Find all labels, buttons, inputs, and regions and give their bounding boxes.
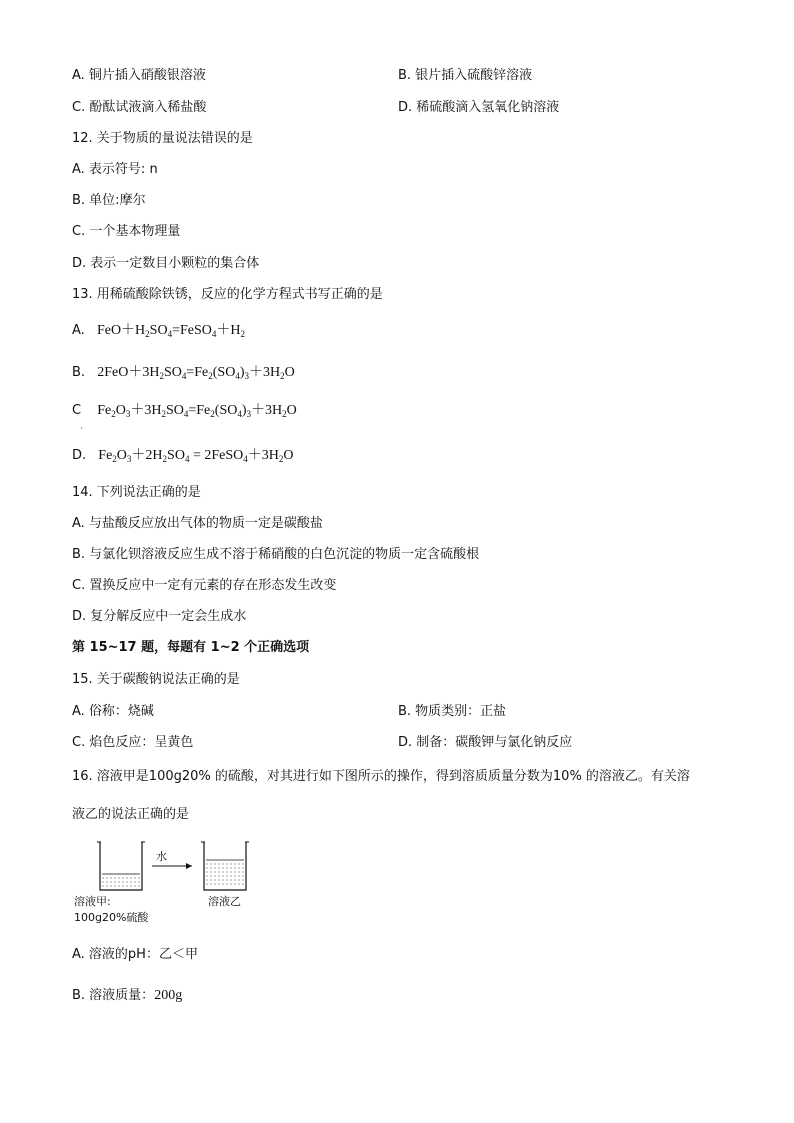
q12-stem: 12. 关于物质的量说法错误的是 (72, 131, 253, 146)
q13-equation-c (97, 403, 297, 418)
eq-subscript: 2 (161, 409, 166, 419)
eq-text: SO (167, 448, 185, 463)
q14-option-a: A. 与盐酸反应放出气体的物质一定是碳酸盐 (72, 516, 323, 531)
eq-subscript: 2 (111, 409, 116, 419)
q14-option-b: B. 与氯化钡溶液反应生成不溶于稀硝酸的白色沉淀的物质一定含硫酸根 (72, 547, 480, 562)
arrow-label: 水 (156, 850, 167, 863)
eq-text: O (283, 448, 294, 463)
eq-text: =FeSO (172, 323, 212, 338)
eq-subscript: 3 (125, 409, 131, 419)
eq-subscript: 4 (184, 454, 190, 464)
eq-subscript: 4 (237, 409, 242, 419)
q12-option-b: B. 单位:摩尔 (72, 193, 146, 208)
eq-subscript: 2 (208, 371, 213, 381)
q16-option-a: A. 溶液的pH：乙＜甲 (72, 947, 198, 962)
q12-option-a: A. 表示符号: n (72, 162, 158, 177)
q11-option-c: C. 酚酞试液滴入稀盐酸 (72, 100, 207, 115)
stray-dot: · (80, 424, 83, 433)
q13-option-b (72, 364, 295, 385)
eq-text: ＋2H (131, 448, 163, 463)
section-heading: 第 15~17 题，每题有 1~2 个正确选项 (72, 640, 310, 655)
eq-text: ＋3H (130, 403, 162, 418)
beaker-left-icon (97, 842, 145, 890)
eq-text: =Fe (186, 365, 209, 380)
eq-text: O (115, 403, 126, 418)
eq-text: SO (165, 403, 184, 418)
q12-option-c: C. 一个基本物理量 (72, 224, 181, 239)
q15-option-b: B. 物质类别：正盐 (398, 704, 507, 719)
eq-subscript: 2 (282, 409, 287, 419)
q13-equation-b (97, 365, 295, 380)
eq-subscript: 3 (126, 454, 132, 464)
eq-subscript: 4 (235, 371, 240, 381)
q13-stem: 13. 用稀硫酸除铁锈，反应的化学方程式书写正确的是 (72, 287, 383, 302)
q14-stem: 14. 下列说法正确的是 (72, 485, 201, 500)
q12-option-d: D. 表示一定数目小颗粒的集合体 (72, 256, 260, 271)
eq-text: (SO (214, 403, 238, 418)
eq-text: Fe (98, 448, 113, 463)
q16-option-b-value: 200g (154, 988, 183, 1003)
eq-text: O (286, 403, 297, 418)
q15-option-a: A. 俗称：烧碱 (72, 704, 154, 719)
eq-text: ) (239, 365, 245, 380)
q16-option-b (72, 987, 182, 1005)
q15-option-d: D. 制备：碳酸钾与氯化钠反应 (398, 735, 573, 750)
q15-option-c: C. 焰色反应：呈黄色 (72, 735, 194, 750)
q13-label-a: A. (72, 323, 85, 338)
eq-subscript: 2 (112, 454, 117, 464)
eq-subscript: 4 (211, 329, 217, 339)
beaker-right-icon (201, 842, 249, 890)
figure-right-label: 溶液乙 (208, 895, 241, 908)
eq-text: FeO＋H (96, 323, 146, 338)
eq-text: SO (163, 365, 182, 380)
q13-label-d: D. (72, 448, 87, 463)
eq-text: ＋3H (248, 365, 281, 380)
eq-text: 2FeO＋3H (97, 365, 160, 380)
q13-label-b: B. (72, 365, 86, 380)
figure-left-label-2: 100g20%硫酸 (74, 911, 149, 924)
figure-left-label-1: 溶液甲: (74, 895, 111, 908)
q16-option-b-prefix: B. 溶液质量： (72, 988, 155, 1003)
q13-equation-a (97, 323, 245, 338)
q16-stem-line1: 16. 溶液甲是100g20% 的硫酸，对其进行如下图所示的操作，得到溶质质量分数为10% 的溶液乙。有关溶 (72, 769, 690, 784)
eq-subscript: 4 (243, 454, 248, 464)
eq-text: = 2FeSO (189, 448, 244, 463)
beaker-diagram (96, 838, 256, 898)
eq-subscript: 3 (246, 409, 252, 419)
q13-option-c (72, 402, 297, 423)
q11-option-b: B. 银片插入硫酸锌溶液 (398, 68, 533, 83)
eq-text: =Fe (188, 403, 211, 418)
q14-option-c: C. 置换反应中一定有元素的存在形态发生改变 (72, 578, 337, 593)
eq-text: Fe (97, 403, 112, 418)
q13-option-d (72, 447, 294, 468)
eq-text: ) (241, 403, 247, 418)
eq-subscript: 3 (244, 371, 249, 381)
eq-subscript: 4 (181, 371, 187, 381)
eq-subscript: 4 (167, 329, 173, 339)
eq-text: O (116, 448, 127, 463)
eq-subscript: 2 (145, 329, 150, 339)
q13-equation-d (98, 448, 293, 463)
eq-subscript: 2 (210, 409, 215, 419)
q11-option-d: D. 稀硫酸滴入氢氧化钠溶液 (398, 100, 560, 115)
eq-subscript: 2 (159, 371, 164, 381)
q15-stem: 15. 关于碳酸钠说法正确的是 (72, 672, 240, 687)
eq-subscript: 2 (278, 454, 284, 464)
eq-text: ＋H (216, 323, 241, 338)
q16-stem-line2: 液乙的说法正确的是 (72, 807, 190, 822)
eq-text: (SO (212, 365, 236, 380)
eq-subscript: 2 (280, 371, 285, 381)
eq-text: SO (149, 323, 168, 338)
q13-option-a (72, 322, 245, 343)
eq-text: O (284, 365, 295, 380)
q13-label-c: C (72, 403, 82, 418)
eq-text: ＋3H (251, 403, 283, 418)
q14-option-d: D. 复分解反应中一定会生成水 (72, 609, 247, 624)
eq-subscript: 2 (162, 454, 168, 464)
q11-option-a: A. 铜片插入硝酸银溶液 (72, 68, 206, 83)
eq-subscript: 4 (183, 409, 189, 419)
eq-text: ＋3H (247, 448, 279, 463)
eq-subscript: 2 (240, 329, 245, 339)
